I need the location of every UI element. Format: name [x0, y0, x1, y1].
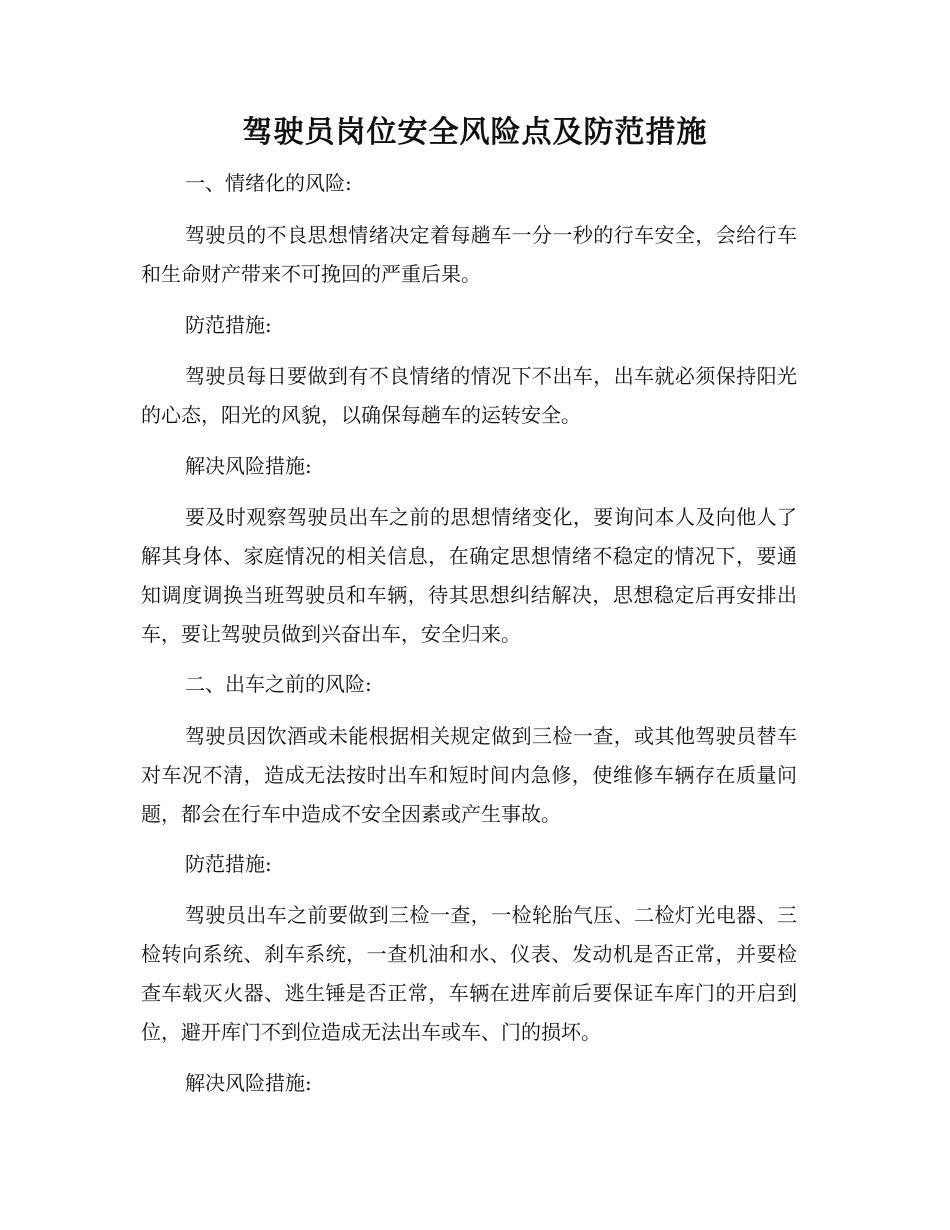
paragraph-emotional-risk-description: 驾驶员的不良思想情绪决定着每趟车一分一秒的行车安全，会给行车和生命财产带来不可挽回的严重后果。: [141, 223, 797, 286]
section-heading-emotional-risk: 一、情绪化的风险:: [185, 171, 352, 195]
subheading-prevention-measures: 防范措施:: [185, 313, 272, 337]
section-heading-pre-departure-risk: 二、出车之前的风险:: [185, 672, 372, 696]
paragraph-prevention-emotional: 驾驶员每日要做到有不良情绪的情况下不出车，出车就必须保持阳光的心态，阳光的风貌，以确保每趟车的运转安全。: [141, 364, 797, 427]
subheading-risk-resolution-2: 解决风险措施:: [185, 1071, 312, 1095]
paragraph-prevention-pre-departure: 驾驶员出车之前要做到三检一查，一检轮胎气压、二检灯光电器、三检转向系统、刹车系统，一查机油和水、仪表、发动机是否正常，并要检查车载灭火器、逃生锤是否正常，车辆在进库前后要保证车库门的开启到位，避开库门不到位造成无法出车或车、门的损坏。: [141, 903, 797, 1044]
subheading-risk-resolution: 解决风险措施:: [185, 454, 312, 478]
document-title: 驾驶员岗位安全风险点及防范措施: [242, 115, 708, 150]
paragraph-resolution-emotional: 要及时观察驾驶员出车之前的思想情绪变化，要询问本人及向他人了解其身体、家庭情况的相关信息，在确定思想情绪不稳定的情况下，要通知调度调换当班驾驶员和车辆，待其思想纠结解决，思想稳定后再安排出车，要让驾驶员做到兴奋出车，安全归来。: [141, 505, 797, 646]
subheading-prevention-measures-2: 防范措施:: [185, 852, 272, 876]
paragraph-pre-departure-risk-description: 驾驶员因饮酒或未能根据相关规定做到三检一查，或其他驾驶员替车对车况不清，造成无法按时出车和短时间内急修，使维修车辆存在质量问题，都会在行车中造成不安全因素或产生事故。: [141, 724, 797, 826]
